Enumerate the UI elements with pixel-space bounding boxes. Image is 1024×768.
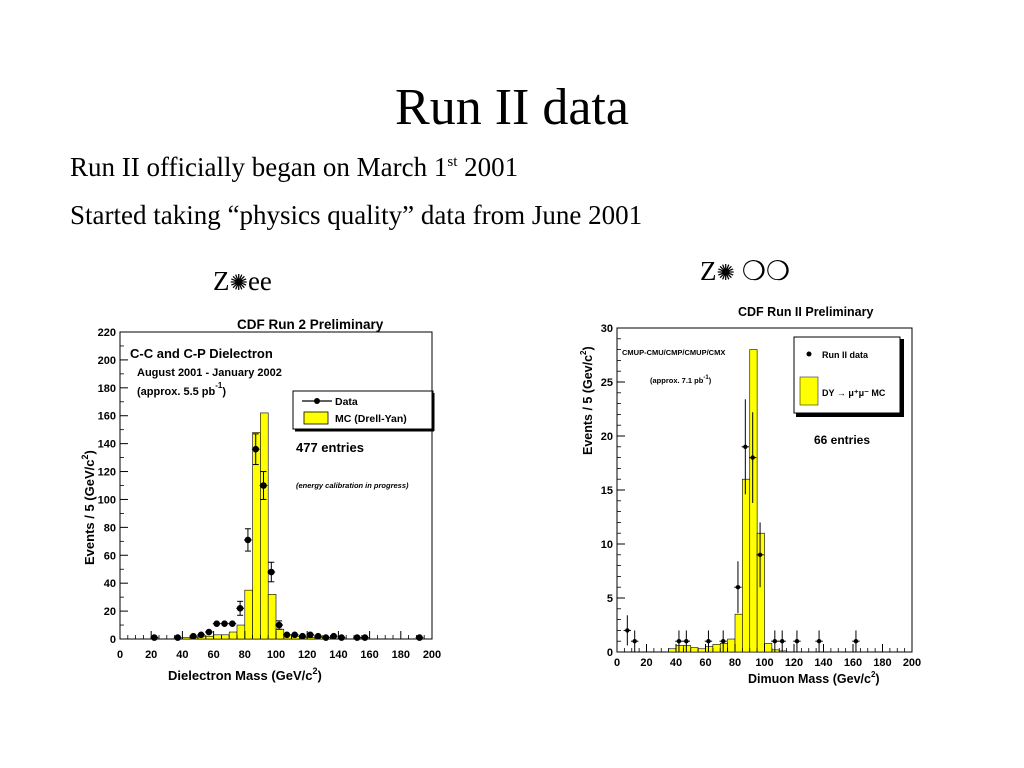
chart1-xtick-label: 120: [784, 657, 804, 669]
chart0-data-point: [416, 634, 423, 641]
chart0-data-point: [338, 634, 345, 641]
chart1-ytick-label: 5: [606, 593, 613, 605]
chart0-xtick-label: 40: [176, 649, 189, 661]
chart1-ylabel: [579, 346, 595, 455]
chart0-mc-bar: [229, 632, 237, 639]
caption-zmumu-prefix: Z: [700, 256, 717, 286]
chart1-annotation-lumi: [650, 375, 712, 385]
chart0-legend-mc-swatch: [304, 412, 328, 424]
chart0-data-point: [315, 633, 322, 640]
chart0-ytick-label: 160: [97, 410, 116, 423]
chart0-ylabel-sup: 2: [80, 454, 90, 460]
chart0-xtick-label: 20: [145, 649, 158, 661]
chart0-data-point: [284, 632, 291, 639]
chart1-mc-bar: [742, 479, 749, 652]
chart1-mc-bar: [728, 639, 735, 652]
chart1-xlabel: [748, 670, 880, 686]
chart1-data-point: [684, 639, 688, 643]
chart0-data-point: [330, 633, 337, 640]
chart1-xtick-label: 180: [873, 657, 892, 669]
chart0-mc-bar: [268, 594, 276, 639]
chart0-title: CDF Run 2 Preliminary: [237, 317, 384, 332]
chart1-ytick-label: 0: [606, 647, 613, 659]
chart0-ylabel-close: ): [82, 450, 97, 455]
chart0-xlabel: [168, 666, 322, 683]
chart1-data-point: [751, 455, 755, 459]
chart0-ylabel: [80, 450, 97, 565]
chart1-data-point: [677, 639, 681, 643]
chart1-data-point: [736, 585, 740, 589]
chart1-mc-bar: [691, 648, 698, 652]
chart0-ytick-label: 180: [97, 382, 116, 395]
caption-zmumu: [700, 256, 790, 287]
chart0-xtick-label: 0: [116, 649, 124, 661]
chart1-xlabel-close: ): [875, 672, 880, 686]
chart0-data-point: [252, 446, 259, 453]
caption-zmumu-arrow-icon: ✺: [716, 260, 735, 285]
dielectron-chart: [60, 305, 460, 700]
chart0-xtick-label: 120: [298, 649, 317, 661]
chart0-lumi-close: ): [222, 386, 227, 398]
chart1-mc-bar: [683, 646, 690, 652]
chart0-xlabel-close: ): [317, 668, 322, 683]
chart0-xtick-label: 60: [207, 649, 220, 661]
chart0-data-point: [323, 634, 330, 641]
chart1-data-point: [706, 639, 710, 643]
chart0-mc-bar: [206, 636, 214, 639]
chart1-ytick-label: 30: [600, 323, 613, 335]
chart1-mc-bar: [735, 614, 742, 652]
chart0-ytick-label: 20: [103, 606, 116, 619]
chart0-ytick-label: 40: [103, 578, 116, 591]
chart0-xlabel-text: Dielectron Mass (GeV/c: [168, 668, 313, 683]
slide-title: Run II data: [395, 79, 629, 136]
chart0-entries: 477 entries: [296, 440, 364, 455]
caption-zee-arrow-icon: ✺: [229, 270, 248, 295]
chart0-annotation-selection: C-C and C-P Dielectron: [130, 346, 273, 361]
chart1-xtick-label: 140: [814, 657, 833, 669]
chart0-data-point: [198, 632, 205, 639]
chart1-mc-bar: [698, 649, 705, 652]
chart0-xtick-label: 180: [391, 649, 410, 661]
chart0-data-point: [354, 634, 361, 641]
caption-zmumu-suffix: ❍❍: [734, 256, 791, 286]
bullet-run-start: [70, 152, 518, 183]
chart1-mc-bar: [750, 350, 757, 652]
caption-zee-suffix: ee: [247, 266, 272, 296]
chart0-legend-data-marker: [314, 398, 320, 404]
chart1-data-point: [743, 445, 747, 449]
chart1-data-point: [817, 639, 821, 643]
chart1-xtick-label: 0: [613, 657, 621, 669]
chart0-data-point: [229, 620, 236, 627]
chart0-ytick-label: 60: [103, 550, 116, 563]
chart0-data-point: [299, 633, 306, 640]
chart0-ytick-label: 220: [97, 327, 116, 339]
dimuon-chart: [570, 295, 940, 695]
chart0-ytick-label: 200: [97, 354, 116, 367]
chart0-data-point: [245, 537, 252, 544]
chart0-data-point: [206, 629, 213, 636]
chart0-data-point: [190, 633, 197, 640]
chart1-xtick-label: 80: [728, 657, 742, 669]
chart1-xlabel-sup: 2: [870, 670, 876, 679]
chart1-xtick-label: 60: [699, 657, 712, 669]
chart1-data-point: [795, 639, 799, 643]
chart0-legend-data-label: Data: [335, 396, 358, 408]
chart0-mc-bar: [221, 635, 229, 639]
chart0-ytick-label: 120: [97, 466, 116, 479]
dielectron-chart-svg: [60, 305, 460, 700]
chart0-ylabel-text: Events / 5 (GeV/c: [82, 459, 97, 565]
chart1-ytick-label: 10: [600, 539, 613, 551]
chart1-data-point: [780, 639, 784, 643]
chart1-mc-bar: [706, 647, 713, 652]
chart0-data-point: [221, 620, 228, 627]
chart1-ylabel-close: ): [581, 346, 595, 351]
chart0-xtick-label: 200: [422, 649, 442, 661]
chart1-data-point: [633, 639, 637, 643]
chart1-mc-bar: [772, 650, 779, 652]
chart0-data-point: [307, 632, 314, 639]
chart1-entries: 66 entries: [814, 433, 871, 447]
chart1-data-point: [758, 553, 762, 557]
chart0-xtick-label: 80: [238, 649, 251, 661]
chart0-mc-bar: [276, 629, 284, 639]
bullet-run-start-sup: st: [447, 154, 458, 170]
chart1-xtick-label: 160: [843, 657, 863, 669]
chart0-annotation-dates: August 2001 - January 2002: [137, 367, 282, 379]
chart0-mc-bar: [214, 635, 222, 639]
chart0-legend: [293, 391, 434, 431]
chart0-data-point: [151, 634, 158, 641]
chart0-data-point: [174, 634, 181, 641]
chart1-xtick-label: 20: [640, 657, 653, 669]
chart0-data-point: [260, 482, 267, 489]
chart0-mc-bar: [182, 638, 190, 639]
chart0-mc-bar: [237, 625, 245, 639]
bullet-run-start-year: 2001: [457, 152, 519, 182]
chart0-data-point: [276, 622, 283, 629]
chart1-annotation-selection: CMUP-CMU/CMP/CMUP/CMX: [622, 348, 726, 357]
chart1-ytick-label: 15: [600, 485, 613, 497]
chart0-mc-bar: [260, 413, 268, 639]
chart0-legend-mc-label: MC (Drell-Yan): [335, 413, 407, 425]
chart0-lumi-text: (approx. 5.5 pb: [137, 386, 216, 398]
chart0-data-point: [213, 620, 220, 627]
chart0-data-point: [268, 569, 275, 576]
chart0-xtick-label: 140: [329, 649, 348, 661]
chart1-lumi-text: (approx. 7.1 pb: [650, 376, 704, 385]
chart1-mc-bar: [779, 651, 786, 652]
chart1-data-point: [854, 639, 858, 643]
chart1-xtick-label: 40: [669, 657, 683, 669]
chart0-ytick-label: 80: [103, 522, 116, 535]
chart0-mc-bar: [245, 590, 253, 639]
chart0-annotation-lumi: [137, 381, 226, 398]
chart1-mc-bar: [720, 643, 727, 652]
chart0-data-point: [291, 632, 298, 639]
chart1-legend-mc-swatch: [800, 377, 818, 405]
chart1-legend-data-marker: [807, 352, 812, 357]
chart1-data-point: [625, 628, 629, 632]
chart1-mc-bar: [676, 646, 683, 652]
chart1-legend: [794, 337, 904, 415]
chart1-mc-bar: [713, 644, 720, 652]
caption-zee-prefix: Z: [213, 266, 230, 296]
chart0-xtick-label: 100: [266, 649, 286, 661]
chart1-data-point: [721, 639, 725, 643]
chart1-ylabel-sup: 2: [579, 350, 588, 355]
chart1-ytick-label: 20: [600, 431, 613, 443]
caption-zee: [213, 266, 272, 297]
chart1-lumi-close: ): [708, 376, 712, 385]
chart1-lumi-exp: -1: [703, 375, 709, 381]
chart1-legend-mc-label: DY → μ⁺μ⁻ MC: [822, 388, 886, 398]
chart1-ytick-label: 25: [600, 377, 613, 389]
chart0-ytick-label: 100: [97, 494, 116, 507]
chart1-legend-data-label: Run II data: [822, 350, 869, 360]
chart1-xtick-label: 200: [902, 657, 922, 669]
chart0-data-point: [237, 605, 244, 612]
chart1-mc-bar: [757, 533, 764, 652]
chart1-mc-bar: [669, 649, 676, 652]
chart0-xlabel-sup: 2: [312, 666, 318, 676]
chart1-ylabel-text: Events / 5 (Gev/c: [581, 354, 595, 455]
chart0-lumi-exp: -1: [215, 381, 223, 390]
bullet-run-start-text: Run II officially began on March 1: [70, 152, 448, 182]
bullet-physics-quality: Started taking “physics quality” data from June 2001: [70, 200, 643, 230]
chart0-xtick-label: 160: [360, 649, 379, 661]
chart1-xtick-label: 100: [755, 657, 774, 669]
chart0-calibration-note: (energy calibration in progress): [296, 481, 409, 490]
chart0-ytick-label: 140: [97, 438, 116, 451]
chart1-xlabel-text: Dimuon Mass (Gev/c: [748, 672, 871, 686]
dimuon-chart-svg: [570, 295, 940, 695]
chart1-mc-bar: [765, 643, 772, 652]
chart1-title: CDF Run II Preliminary: [738, 305, 874, 319]
chart1-data-point: [773, 639, 777, 643]
chart0-mc-bar: [253, 432, 261, 639]
chart0-ytick-label: 0: [109, 634, 116, 646]
chart0-data-point: [362, 634, 369, 641]
